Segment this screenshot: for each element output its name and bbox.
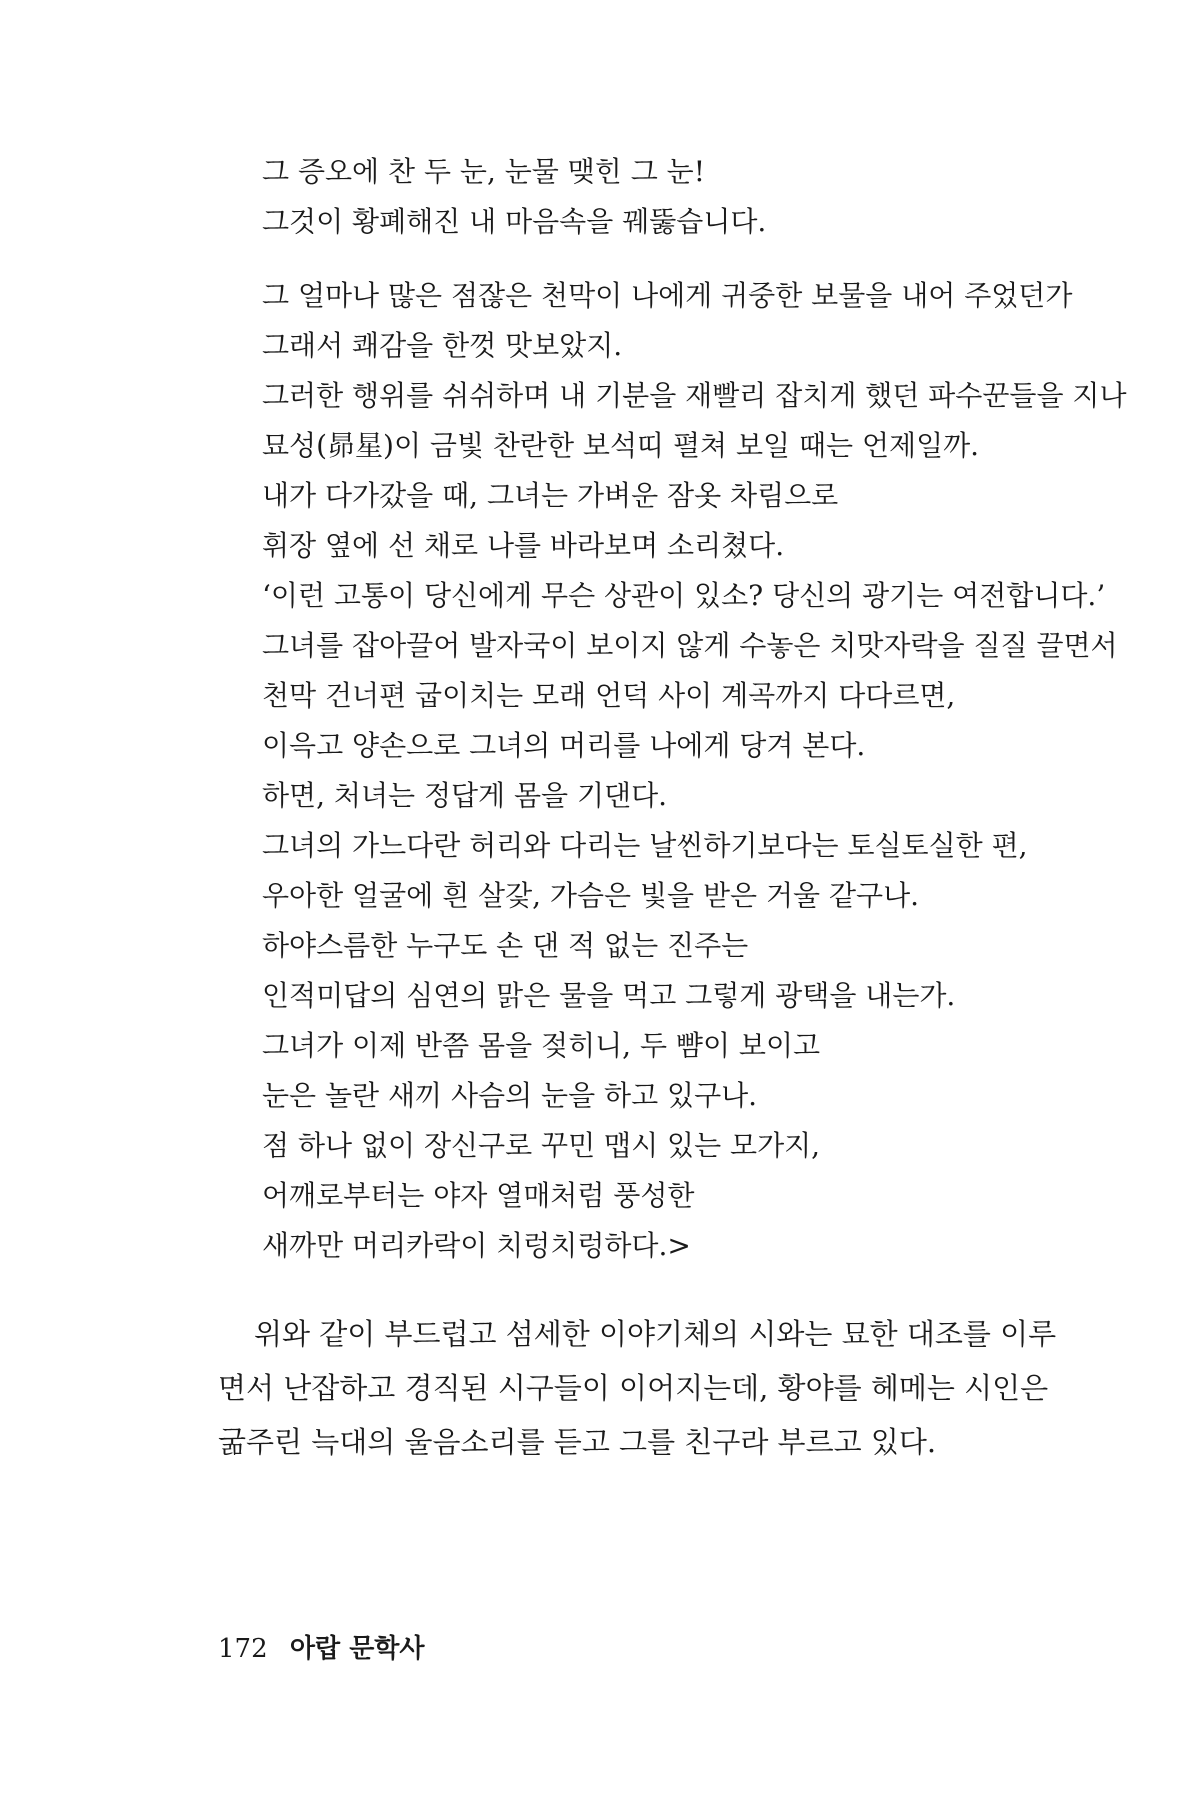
- poem-line: 눈은 놀란 새끼 사슴의 눈을 하고 있구나.: [262, 1079, 758, 1112]
- poem-line: 그러한 행위를 쉬쉬하며 내 기분을 재빨리 잡치게 했던 파수꾼들을 지나: [262, 379, 1127, 412]
- poem-line: 하야스름한 누구도 손 댄 적 없는 진주는: [262, 929, 749, 962]
- poem-line: 이윽고 양손으로 그녀의 머리를 나에게 당겨 본다.: [262, 729, 866, 762]
- poem-line: 그것이 황폐해진 내 마음속을 꿰뚫습니다.: [262, 205, 767, 238]
- paragraph-line: 위와 같이 부드럽고 섬세한 이야기체의 시와는 묘한 대조를 이루: [254, 1317, 1057, 1351]
- poem-line: 그녀의 가느다란 허리와 다리는 날씬하기보다는 토실토실한 편,: [262, 829, 1028, 862]
- poem-line: 묘성(昴星)이 금빛 찬란한 보석띠 펼쳐 보일 때는 언제일까.: [262, 429, 980, 462]
- body-paragraph: [218, 1307, 1098, 1469]
- poem-line: 휘장 옆에 선 채로 나를 바라보며 소리쳤다.: [262, 529, 785, 562]
- poem-line: 점 하나 없이 장신구로 꾸민 맵시 있는 모가지,: [262, 1129, 821, 1162]
- poem-line: 새까만 머리카락이 치렁치렁하다.>: [262, 1229, 691, 1262]
- poem-line: 내가 다가갔을 때, 그녀는 가벼운 잠옷 차림으로: [262, 479, 839, 512]
- running-title: 아랍 문학사: [289, 1634, 425, 1664]
- poem-line: 그녀를 잡아끌어 발자국이 보이지 않게 수놓은 치맛자락을 질질 끌면서: [262, 629, 1118, 662]
- poem-line: 그 증오에 찬 두 눈, 눈물 맺힌 그 눈!: [262, 155, 705, 188]
- poem-stanza-1: [262, 147, 1102, 247]
- poem-line: 천막 건너편 굽이치는 모래 언덕 사이 계곡까지 다다르면,: [262, 679, 956, 712]
- poem-line: 어깨로부터는 야자 열매처럼 풍성한: [262, 1179, 695, 1212]
- poem-line: 하면, 처녀는 정답게 몸을 기댄다.: [262, 779, 668, 812]
- poem-line: 그 얼마나 많은 점잖은 천막이 나에게 귀중한 보물을 내어 주었던가: [262, 279, 1073, 312]
- poem-line: 인적미답의 심연의 맑은 물을 먹고 그렇게 광택을 내는가.: [262, 979, 956, 1012]
- page-number: 172: [218, 1634, 268, 1664]
- poem-stanza-2: [262, 271, 1127, 1271]
- paragraph-line: 굶주린 늑대의 울음소리를 듣고 그를 친구라 부르고 있다.: [218, 1425, 937, 1459]
- poem-line: 우아한 얼굴에 흰 살갗, 가슴은 빛을 받은 거울 같구나.: [262, 879, 920, 912]
- page-footer: [218, 1632, 425, 1666]
- paragraph-line: 면서 난잡하고 경직된 시구들이 이어지는데, 황야를 헤메는 시인은: [218, 1371, 1049, 1405]
- poem-line: 그래서 쾌감을 한껏 맛보았지.: [262, 329, 623, 362]
- poem-line: 그녀가 이제 반쯤 몸을 젖히니, 두 뺨이 보이고: [262, 1029, 821, 1062]
- poem-line: ‘이런 고통이 당신에게 무슨 상관이 있소? 당신의 광기는 여전합니다.’: [262, 579, 1106, 612]
